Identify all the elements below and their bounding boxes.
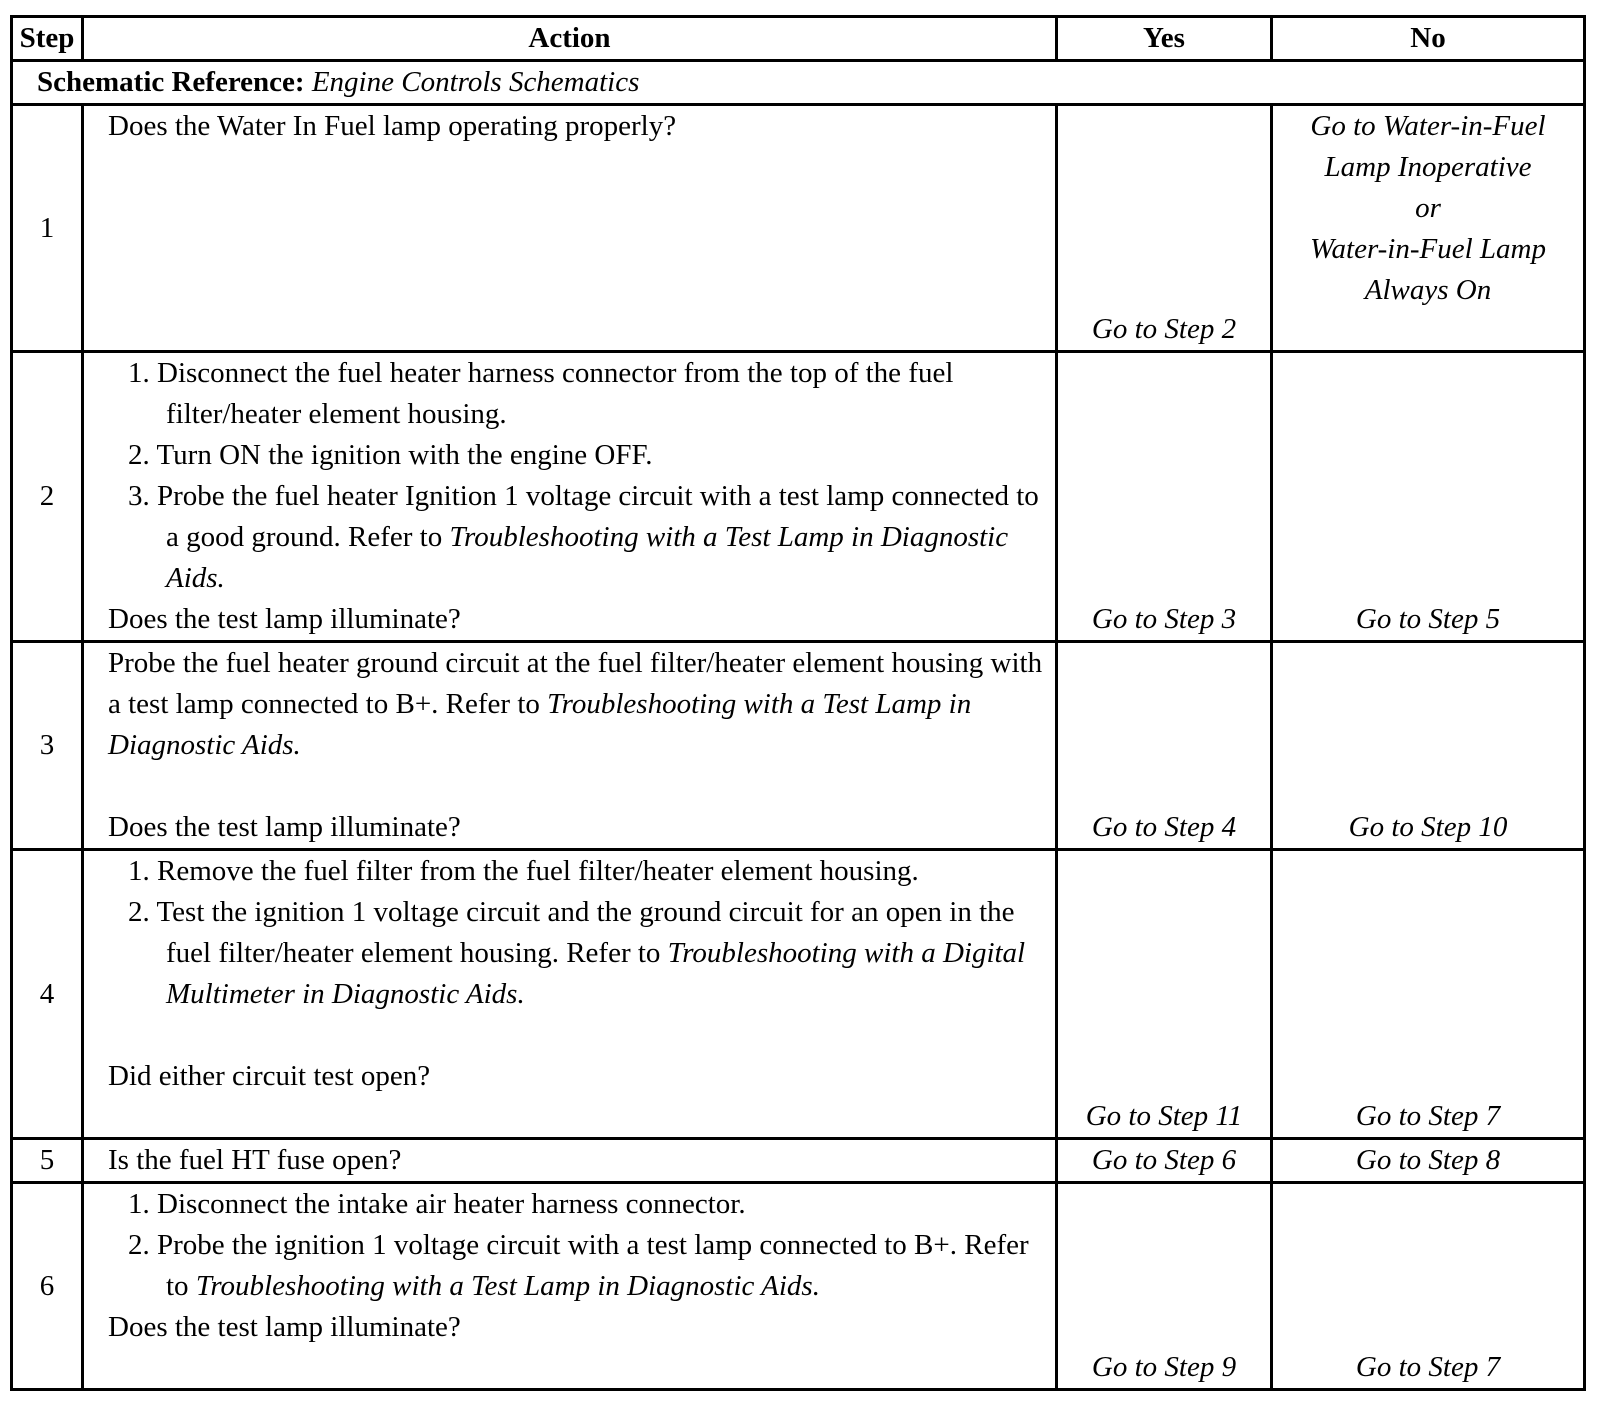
schematic-reference: [12, 61, 1585, 105]
no-line: Always On: [1364, 274, 1492, 306]
list-item: 1. Remove the fuel filter from the fuel filter/heater element housing.: [128, 855, 919, 887]
step-number: 1: [12, 105, 83, 352]
action-text: Probe the fuel heater ground circuit at the fuel filter/heater element housing with a test lamp connected to B+. Refer to Troubleshooting with a Test Lamp in Diagnostic Aids.: [108, 647, 1043, 761]
diagnostic-table: [10, 15, 1586, 1391]
no-result: Go to Step 7: [1272, 1183, 1585, 1390]
question-text: Is the fuel HT fuse open?: [108, 1144, 402, 1176]
table-row: [12, 1183, 1585, 1390]
header-row: [12, 17, 1585, 61]
schematic-row: [12, 61, 1585, 105]
no-result: Go to Step 5: [1272, 352, 1585, 642]
action-list: [108, 353, 1055, 599]
question-text: Did either circuit test open?: [108, 1060, 431, 1092]
list-item: 2. Test the ignition 1 voltage circuit and the ground circuit for an open in the fuel filter/heater element housing. Refer to Troubleshooting with a Digital Multimeter in Diagnostic Aids.: [128, 896, 1026, 1010]
list-item: 1. Disconnect the fuel heater harness connector from the top of the fuel filter/heater element housing.: [128, 357, 954, 430]
reference-link: Troubleshooting with a Test Lamp in Diagnostic Aids.: [166, 521, 1009, 594]
header-step: Step: [12, 17, 83, 61]
action-list: [108, 851, 1055, 1015]
table-row: [12, 642, 1585, 850]
yes-result: Go to Step 6: [1057, 1139, 1272, 1183]
no-result: Go to Step 10: [1272, 642, 1585, 850]
question-text: Does the Water In Fuel lamp operating properly?: [108, 110, 677, 142]
step-number: 6: [12, 1183, 83, 1390]
reference-link: Troubleshooting with a Test Lamp in Diagnostic Aids.: [108, 688, 972, 761]
step-number: 4: [12, 850, 83, 1139]
schematic-value: Engine Controls Schematics: [311, 66, 640, 98]
list-item: 2. Probe the ignition 1 voltage circuit with a test lamp connected to B+. Refer to Troubleshooting with a Test Lamp in Diagnostic Aids.: [128, 1229, 1029, 1302]
table-row: [12, 352, 1585, 642]
step-number: 2: [12, 352, 83, 642]
action-cell: [83, 1183, 1057, 1390]
list-item: 1. Disconnect the intake air heater harness connector.: [128, 1188, 746, 1220]
action-question: [83, 1139, 1057, 1183]
header-yes: Yes: [1057, 17, 1272, 61]
list-item: 3. Probe the fuel heater Ignition 1 voltage circuit with a test lamp connected to a good ground. Refer to Troubleshooting with a Test Lamp in Diagnostic Aids.: [128, 480, 1039, 594]
no-line: Lamp Inoperative: [1324, 151, 1532, 183]
table-row: [12, 105, 1585, 352]
reference-link: Troubleshooting with a Test Lamp in Diagnostic Aids.: [195, 1270, 820, 1302]
no-line: or: [1415, 192, 1441, 224]
yes-result: Go to Step 9: [1057, 1183, 1272, 1390]
yes-result: Go to Step 4: [1057, 642, 1272, 850]
reference-link: Troubleshooting with a Digital Multimeter in Diagnostic Aids.: [166, 937, 1026, 1010]
no-result: Go to Step 7: [1272, 850, 1585, 1139]
yes-result: Go to Step 2: [1057, 105, 1272, 352]
table-row: [12, 1139, 1585, 1183]
question-text: Does the test lamp illuminate?: [108, 811, 461, 843]
no-result: [1272, 105, 1585, 352]
question-text: Does the test lamp illuminate?: [108, 603, 461, 635]
step-number: 5: [12, 1139, 83, 1183]
action-question: [83, 105, 1057, 352]
header-action: Action: [83, 17, 1057, 61]
action-cell: [83, 850, 1057, 1139]
yes-result: Go to Step 3: [1057, 352, 1272, 642]
action-list: [108, 1184, 1055, 1307]
yes-result: Go to Step 11: [1057, 850, 1272, 1139]
header-no: No: [1272, 17, 1585, 61]
schematic-label: Schematic Reference:: [37, 66, 305, 98]
step-number: 3: [12, 642, 83, 850]
action-cell: [83, 642, 1057, 850]
list-item: 2. Turn ON the ignition with the engine OFF.: [128, 439, 653, 471]
table-row: [12, 850, 1585, 1139]
action-cell: [83, 352, 1057, 642]
question-text: Does the test lamp illuminate?: [108, 1311, 461, 1343]
no-result: Go to Step 8: [1272, 1139, 1585, 1183]
no-line: Go to Water-in-Fuel: [1310, 110, 1546, 142]
no-line: Water-in-Fuel Lamp: [1310, 233, 1546, 265]
